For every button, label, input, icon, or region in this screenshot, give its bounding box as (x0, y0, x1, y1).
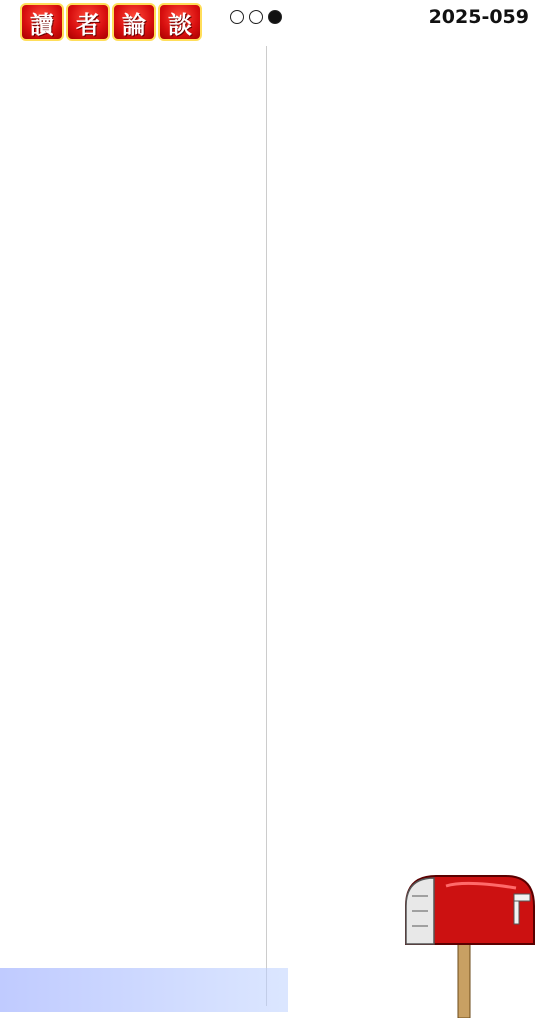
dot-empty-icon (249, 10, 263, 24)
title-char: 論 (112, 3, 156, 41)
watermark (0, 968, 288, 1012)
mailbox-icon (396, 866, 538, 1018)
issue-number: 2025-059 (428, 6, 529, 28)
title-char: 讀 (20, 3, 64, 41)
title-char: 談 (158, 3, 202, 41)
column-divider (266, 46, 267, 1006)
pagination-dots-icon (230, 10, 282, 24)
left-column (8, 46, 256, 68)
title-char: 者 (66, 3, 110, 41)
dot-filled-icon (268, 10, 282, 24)
column-title (20, 3, 202, 41)
page-header (0, 0, 539, 44)
dot-empty-icon (230, 10, 244, 24)
right-column (277, 46, 525, 68)
